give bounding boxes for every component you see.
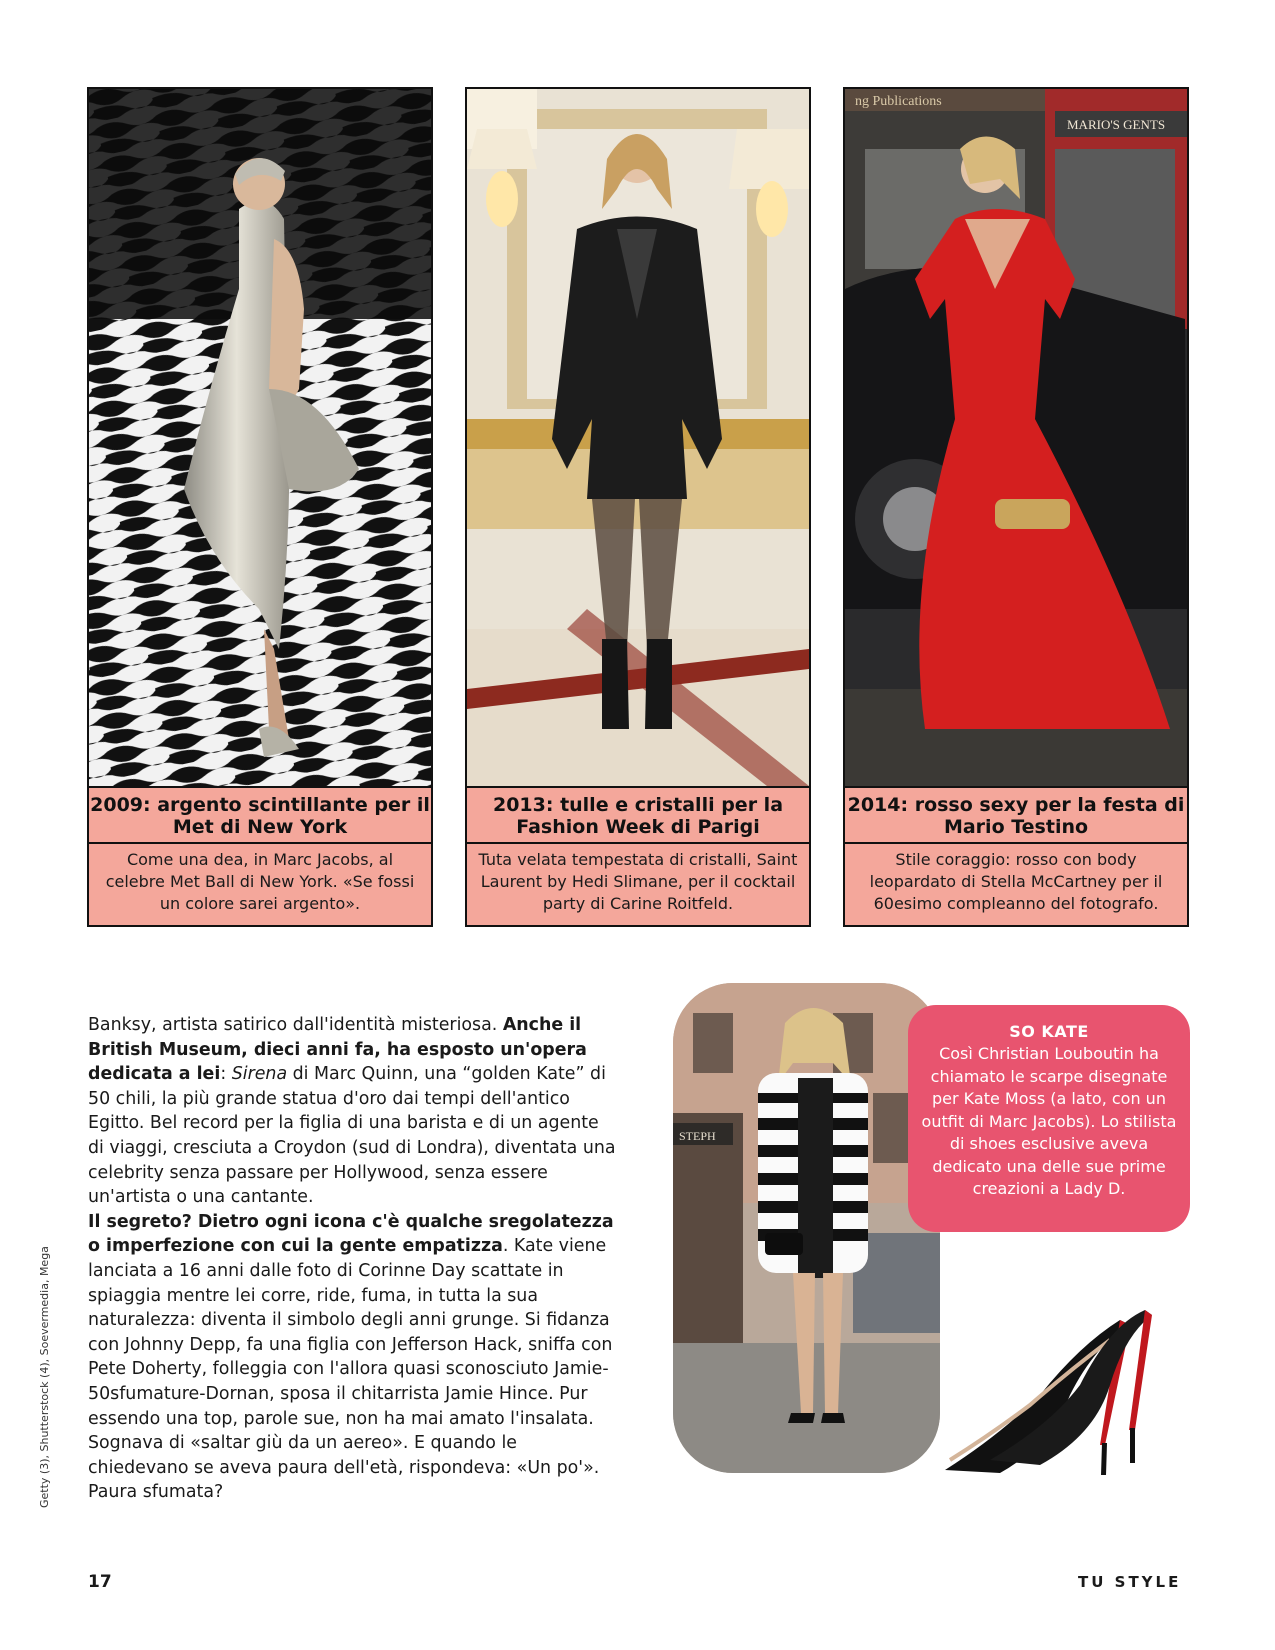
woman-black-blazer-photo xyxy=(467,89,809,786)
article-text: Banksy, artista satirico dall'identità misteriosa. xyxy=(88,1015,503,1035)
woman-red-dress-photo xyxy=(845,89,1187,786)
article-body xyxy=(88,1013,620,1505)
sign-marios-gents: MARIO'S GENTS xyxy=(1067,117,1166,132)
card-caption: Tuta velata tempestata di cristalli, Saint Laurent by Hedi Slimane, per il cocktail party di Carine Roitfeld. xyxy=(478,850,798,913)
article-highlight: Anche il British Museum, dieci anni fa, ha esposto un'opera dedicata a lei xyxy=(88,1015,587,1085)
photo-card-2013 xyxy=(465,87,811,927)
card-title: 2013: tulle e cristalli per la Fashion Week di Parigi xyxy=(467,786,809,844)
photo-credit: Getty (3), Shutterstock (4), Soevermedia, Mega xyxy=(38,1246,51,1508)
sign-publications: ng Publications xyxy=(855,94,942,109)
shop-sign: STEPH xyxy=(679,1129,716,1143)
article-text: di Marc Quinn, una “golden Kate” di 50 chili, la più grande statua d'oro dai tempi dell'antico Egitto. Bel record per la figlia di una barista e di un agente di viaggi, cresciuta a Croydon (sud di Londra), diventata una celebrity senza passare per Hollywood, senza essere un'artista o una cantante. xyxy=(88,1064,616,1208)
sidebar-heading: SO KATE xyxy=(1009,1022,1089,1041)
photo-card-2014 xyxy=(843,87,1189,927)
stiletto-shoes-image xyxy=(930,1285,1155,1480)
magazine-name: TU STYLE xyxy=(1078,1573,1182,1591)
card-title: 2009: argento scintillante per il Met di New York xyxy=(89,786,431,844)
card-caption: Stile coraggio: rosso con body leopardato di Stella McCartney per il 60esimo compleanno del fotografo. xyxy=(869,850,1163,913)
card-caption: Come una dea, in Marc Jacobs, al celebre Met Ball di New York. «Se fossi un colore sarei argento». xyxy=(105,850,415,913)
article-highlight: Il segreto? Dietro ogni icona c'è qualche sregolatezza o imperfezione con cui la gente empatizza xyxy=(88,1211,614,1257)
woman-striped-coat-photo xyxy=(673,983,940,1473)
sidebar-box xyxy=(908,1005,1190,1232)
sidebar-text: Così Christian Louboutin ha chiamato le scarpe disegnate per Kate Moss (a lato, con un outfit di Marc Jacobs). Lo stilista di shoes esclusive aveva dedicato una delle sue prime creazioni a Lady D. xyxy=(921,1044,1177,1198)
article-text: : xyxy=(220,1064,232,1085)
artwork-title: Sirena xyxy=(231,1064,288,1085)
page-number: 17 xyxy=(88,1572,112,1592)
woman-silver-gown-photo xyxy=(89,89,431,786)
article-text: . Kate viene lanciata a 16 anni dalle foto di Corinne Day scattate in spiaggia mentre lei corre, ride, fuma, in tutta la sua naturalezza: diventa il simbolo degli anni grunge. Si fidanza con Johnny Depp, fa una figlia con Jefferson Hack, sniffa con Pete Doherty, folleggia con l'allora quasi sconosciuto Jamie-50sfumature-Dornan, sposa il chitarrista Jamie Hince. Pur essendo una top, parole sue, non ha mai amato l'insalata. Sognava di «saltar giù da un aereo». E quando le chiedevano se aveva paura dell'età, rispondeva: «Un po'». Paura sfumata? xyxy=(88,1236,613,1503)
photo-card-2009 xyxy=(87,87,433,927)
card-title: 2014: rosso sexy per la festa di Mario Testino xyxy=(845,786,1187,844)
